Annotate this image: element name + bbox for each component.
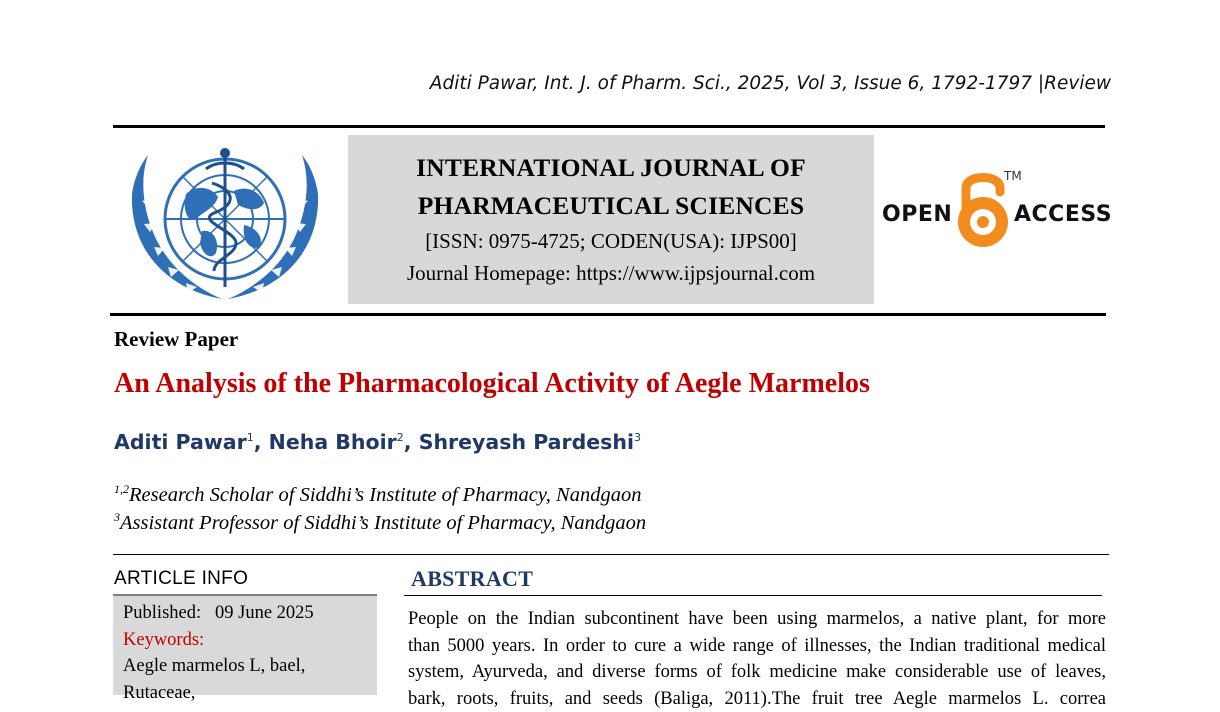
author-affil-sup: 3 [634, 431, 641, 444]
abstract-line: People on the Indian subcontinent have been using marmelos, a native plant, for more [408, 606, 1106, 633]
journal-title-line1: INTERNATIONAL JOURNAL OF [348, 149, 874, 187]
journal-title-line2: PHARMACEUTICAL SCIENCES [348, 187, 874, 225]
journal-issn: [ISSN: 0975-4725; CODEN(USA): IJPS00] [348, 225, 874, 257]
keywords-line: Aegle marmelos L, bael, [123, 653, 367, 680]
author-separator: , [404, 430, 419, 454]
published-date: 09 June 2025 [215, 603, 314, 623]
published-label: Published: [123, 603, 201, 623]
affiliation-sup: 1,2 [114, 482, 129, 496]
author-separator: , [254, 430, 269, 454]
citation-header: Aditi Pawar, Int. J. of Pharm. Sci., 2025, Vol 3, Issue 6, 1792-1797 |Review [400, 73, 1111, 94]
journal-homepage[interactable]: Journal Homepage: https://www.ijpsjournal.com [348, 257, 874, 289]
open-access-logo [880, 166, 1110, 252]
article-info-box [113, 594, 377, 695]
bottom-rule [110, 313, 1106, 316]
keywords-line: Rutaceae, [123, 680, 367, 707]
open-word: OPEN [882, 202, 952, 227]
abstract-body [408, 606, 1106, 712]
paper-type: Review Paper [114, 327, 238, 352]
author-name: Shreyash Pardeshi [419, 430, 634, 454]
author-affil-sup: 2 [397, 431, 404, 444]
author-list [114, 430, 641, 454]
paper-title: An Analysis of the Pharmacological Activity of Aegle Marmelos [114, 368, 870, 400]
abstract-line: than 5000 years. In order to cure a wide range of illnesses, the Indian traditional medical [408, 633, 1106, 660]
affiliation-sup: 3 [114, 510, 120, 524]
journal-info-box [348, 135, 874, 304]
article-info-heading: ARTICLE INFO [114, 568, 248, 590]
keywords-label: Keywords: [123, 627, 367, 654]
abstract-rule [404, 595, 1102, 596]
abstract-line: system, Ayurveda, and diverse forms of folk medicine make considerable use of leaves, [408, 659, 1106, 686]
emblem-logo-icon [126, 139, 324, 306]
abstract-heading: ABSTRACT [411, 566, 533, 592]
affiliation-text: Assistant Professor of Siddhi’s Institute of Pharmacy, Nandgaon [120, 512, 646, 534]
affiliation [114, 482, 641, 507]
affiliation-text: Research Scholar of Siddhi’s Institute of Pharmacy, Nandgaon [129, 484, 641, 506]
top-rule [113, 125, 1105, 128]
author-name: Neha Bhoir [269, 430, 397, 454]
affiliation [114, 510, 646, 535]
section-rule [113, 554, 1109, 555]
access-word: ACCESS [1014, 202, 1112, 227]
author-name: Aditi Pawar [114, 430, 247, 454]
published-row [123, 600, 367, 627]
author-affil-sup: 1 [247, 431, 254, 444]
abstract-line: bark, roots, fruits, and seeds (Baliga, 2011).The fruit tree Aegle marmelos L. correa [408, 686, 1106, 712]
trademark-mark: TM [1004, 169, 1022, 183]
